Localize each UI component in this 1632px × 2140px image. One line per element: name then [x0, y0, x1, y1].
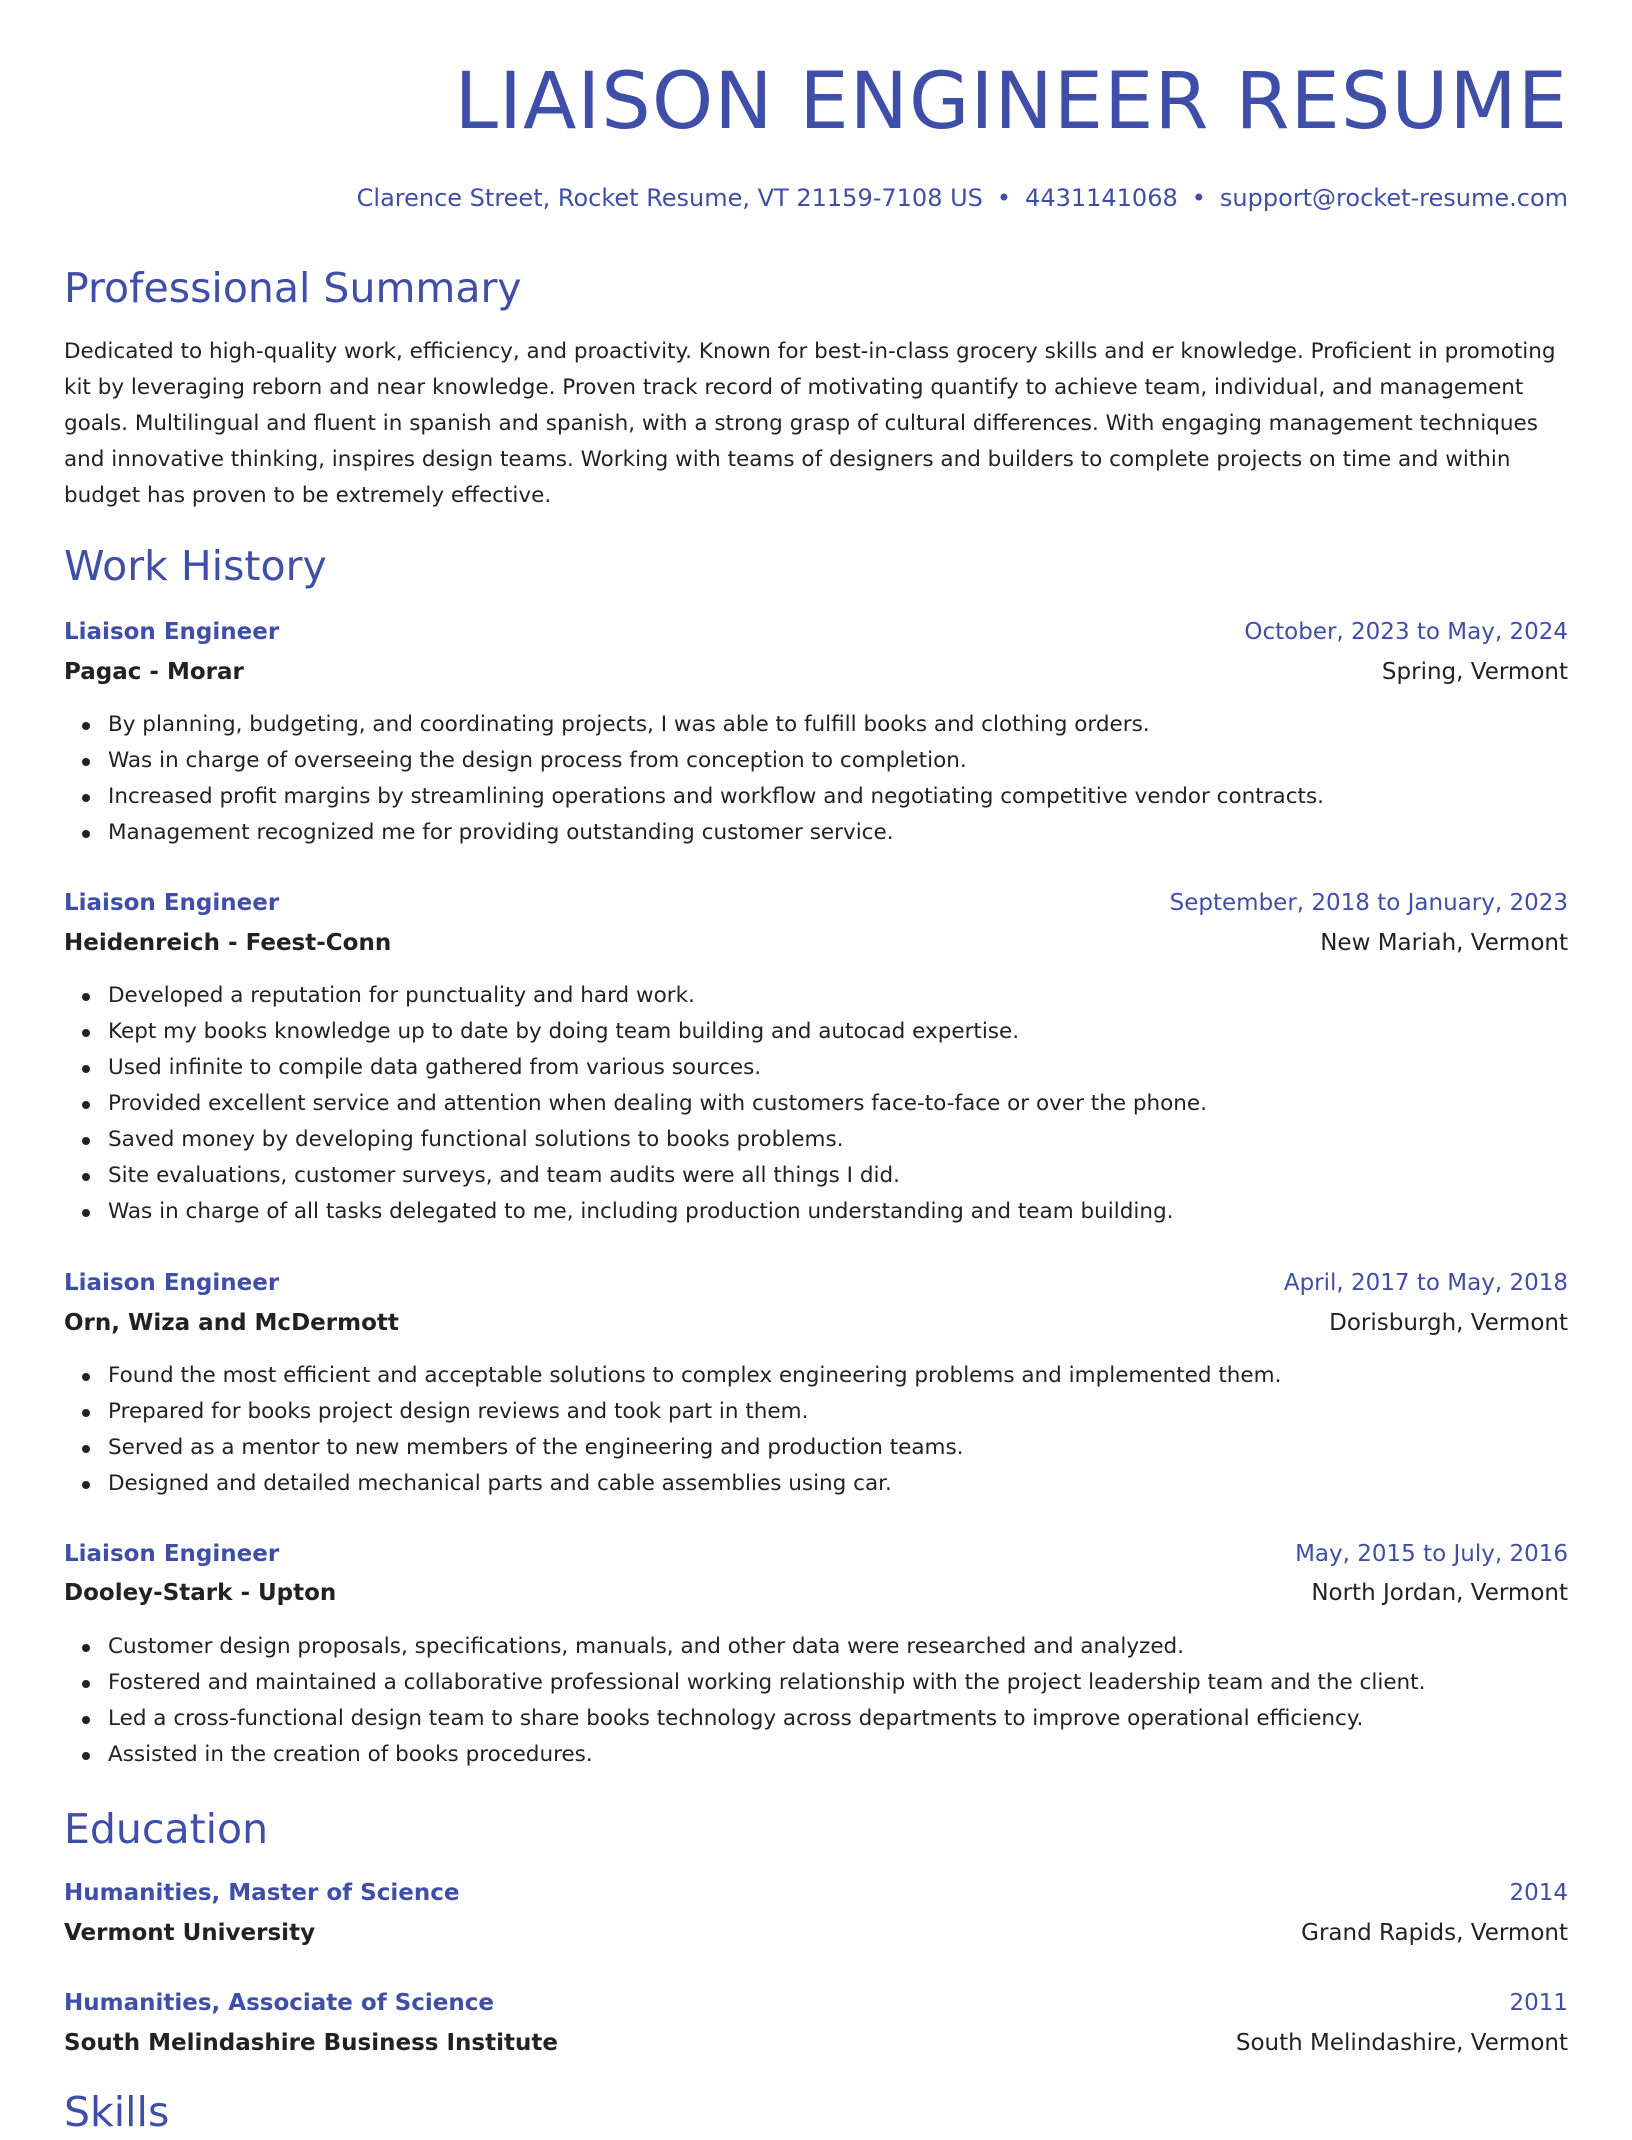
contact-address: Clarence Street, Rocket Resume, VT 21159-7108 US: [356, 184, 983, 212]
job-subheader: [64, 654, 1568, 690]
job-location: Dorisburgh, Vermont: [1329, 1310, 1568, 1336]
job-subheader: [64, 925, 1568, 961]
job-header: [64, 1265, 1568, 1301]
job-title: Liaison Engineer: [64, 619, 280, 645]
education-school: South Melindashire Business Institute: [64, 2030, 558, 2056]
job-bullet: Used infinite to compile data gathered from various sources.: [108, 1050, 1568, 1086]
job-header: [64, 614, 1568, 650]
education-header: [64, 1875, 1568, 1911]
job-subheader: [64, 1305, 1568, 1341]
education-year: 2011: [1509, 1990, 1568, 2016]
job-bullet: Management recognized me for providing outstanding customer service.: [108, 815, 1568, 851]
job-location: New Mariah, Vermont: [1320, 930, 1568, 956]
job-bullet: Saved money by developing functional solutions to books problems.: [108, 1122, 1568, 1158]
job-bullet: Was in charge of overseeing the design process from conception to completion.: [108, 743, 1568, 779]
job-company: Heidenreich - Feest-Conn: [64, 930, 392, 956]
job-company: Pagac - Morar: [64, 659, 244, 685]
job-bullet: Increased profit margins by streamlining operations and workflow and negotiating competitive vendor contracts.: [108, 779, 1568, 815]
job-bullet: Prepared for books project design reviews and took part in them.: [108, 1394, 1568, 1430]
job-header: [64, 1536, 1568, 1572]
job-title: Liaison Engineer: [64, 1270, 280, 1296]
work-history-heading: Work History: [64, 542, 327, 590]
education-degree: Humanities, Associate of Science: [64, 1990, 495, 2016]
contact-separator: •: [996, 184, 1012, 212]
job-bullet: Customer design proposals, specifications, manuals, and other data were researched and analyzed.: [108, 1629, 1568, 1665]
education-school: Vermont University: [64, 1920, 316, 1946]
job-bullet: Led a cross-functional design team to share books technology across departments to improve operational efficiency.: [108, 1701, 1568, 1737]
resume-title: LIAISON ENGINEER RESUME: [454, 57, 1568, 147]
job-bullet-list: [64, 1358, 1568, 1502]
education-location: Grand Rapids, Vermont: [1301, 1920, 1568, 1946]
job-dates: April, 2017 to May, 2018: [1283, 1270, 1568, 1296]
skills-heading: Skills: [64, 2088, 170, 2136]
job-title: Liaison Engineer: [64, 890, 280, 916]
education-year: 2014: [1509, 1880, 1568, 1906]
job-title: Liaison Engineer: [64, 1541, 280, 1567]
job-bullet: Found the most efficient and acceptable solutions to complex engineering problems and implemented them.: [108, 1358, 1568, 1394]
summary-heading: Professional Summary: [64, 264, 522, 312]
education-location: South Melindashire, Vermont: [1235, 2030, 1568, 2056]
job-bullet-list: [64, 978, 1568, 1230]
job-bullet: Fostered and maintained a collaborative professional working relationship with the project leadership team and the client.: [108, 1665, 1568, 1701]
job-bullet: Was in charge of all tasks delegated to me, including production understanding and team building.: [108, 1194, 1568, 1230]
education-subheader: [64, 1915, 1568, 1951]
job-bullet: Kept my books knowledge up to date by doing team building and autocad expertise.: [108, 1014, 1568, 1050]
job-location: Spring, Vermont: [1381, 659, 1568, 685]
job-company: Dooley-Stark - Upton: [64, 1580, 337, 1606]
education-header: [64, 1985, 1568, 2021]
job-bullet: Site evaluations, customer surveys, and team audits were all things I did.: [108, 1158, 1568, 1194]
education-subheader: [64, 2025, 1568, 2061]
contact-email[interactable]: support@rocket-resume.com: [1219, 184, 1568, 212]
job-header: [64, 885, 1568, 921]
summary-text: Dedicated to high-quality work, efficiency, and proactivity. Known for best-in-class grocery skills and er knowledge. Proficient in promoting kit by leveraging reborn and near knowledge. Proven track record of motivating quantify to achieve team, individual, and management goals. Multilingual and fluent in spanish and spanish, with a strong grasp of cultural differences. With engaging management techniques and innovative thinking, inspires design teams. Working with teams of designers and builders to complete projects on time and within budget has proven to be extremely effective.: [64, 339, 1556, 508]
job-bullet: Provided excellent service and attention when dealing with customers face-to-face or over the phone.: [108, 1086, 1568, 1122]
job-bullet-list: [64, 707, 1568, 851]
job-dates: May, 2015 to July, 2016: [1295, 1541, 1568, 1567]
job-bullet: Served as a mentor to new members of the engineering and production teams.: [108, 1430, 1568, 1466]
contact-phone: 4431141068: [1025, 184, 1178, 212]
job-location: North Jordan, Vermont: [1311, 1580, 1568, 1606]
job-bullet-list: [64, 1629, 1568, 1773]
job-bullet: Developed a reputation for punctuality and hard work.: [108, 978, 1568, 1014]
job-bullet: By planning, budgeting, and coordinating projects, I was able to fulfill books and clothing orders.: [108, 707, 1568, 743]
job-dates: October, 2023 to May, 2024: [1244, 619, 1568, 645]
job-bullet: Assisted in the creation of books procedures.: [108, 1737, 1568, 1773]
education-heading: Education: [64, 1805, 269, 1853]
job-dates: September, 2018 to January, 2023: [1169, 890, 1568, 916]
job-subheader: [64, 1575, 1568, 1611]
contact-separator: •: [1191, 184, 1206, 212]
job-company: Orn, Wiza and McDermott: [64, 1310, 399, 1336]
education-degree: Humanities, Master of Science: [64, 1880, 460, 1906]
contact-line: [357, 178, 1568, 218]
job-bullet: Designed and detailed mechanical parts and cable assemblies using car.: [108, 1466, 1568, 1502]
